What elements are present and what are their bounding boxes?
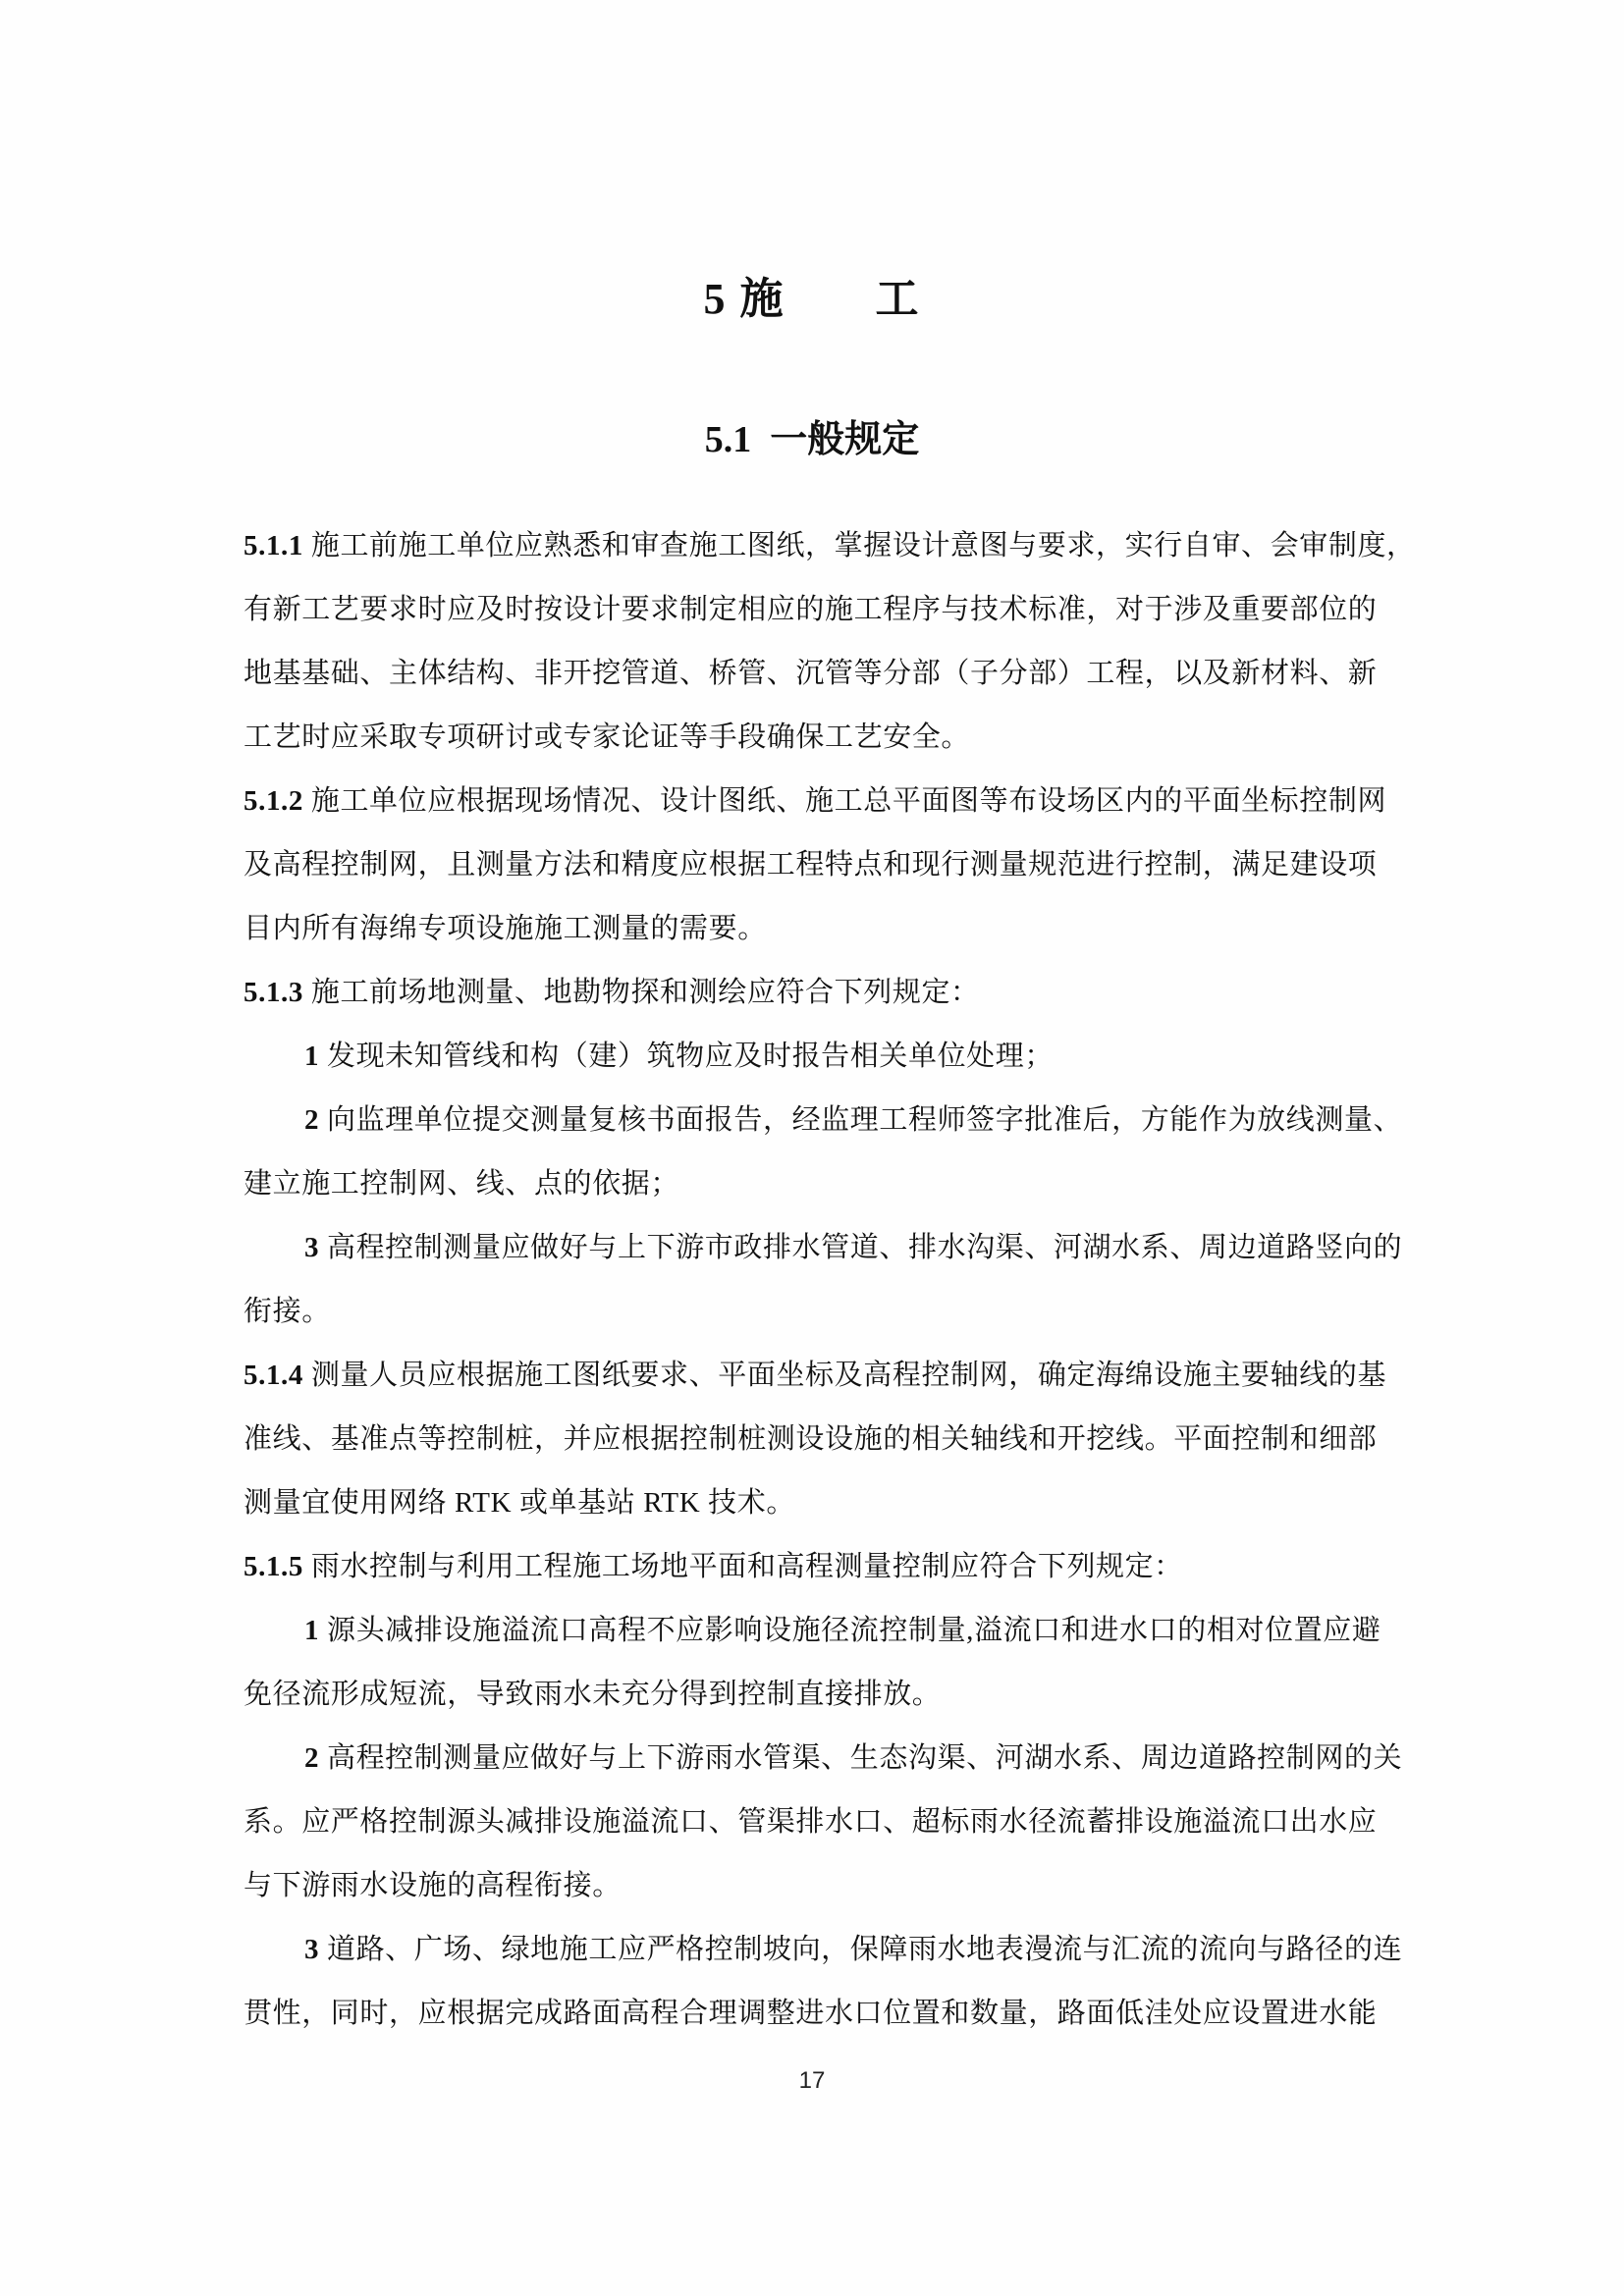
text-line: 建立施工控制网、线、点的依据； xyxy=(244,1168,680,1200)
text-line: 及高程控制网，且测量方法和精度应根据工程特点和现行测量规范进行控制，满足建设项 xyxy=(244,849,1378,881)
text-line: 5.1.5 雨水控制与利用工程施工场地平面和高程测量控制应符合下列规定： xyxy=(244,1551,1183,1582)
text-line: 2 高程控制测量应做好与上下游雨水管渠、生态沟渠、河湖水系、周边道路控制网的关 xyxy=(304,1742,1403,1774)
clause-number: 5.1.5 xyxy=(244,1551,303,1582)
clause-number: 2 xyxy=(304,1104,320,1136)
clause-number: 5.1.4 xyxy=(244,1360,303,1391)
chapter-title: 5 施 工 xyxy=(703,275,921,323)
clause-number: 2 xyxy=(304,1742,320,1774)
text-line: 5.1.1 施工前施工单位应熟悉和审查施工图纸，掌握设计意图与要求，实行自审、会审制度， xyxy=(244,530,1416,561)
clause-number: 5.1.1 xyxy=(244,530,303,561)
text-line: 1 发现未知管线和构（建）筑物应及时报告相关单位处理； xyxy=(304,1041,1054,1072)
text-line: 3 高程控制测量应做好与上下游市政排水管道、排水沟渠、河湖水系、周边道路竖向的 xyxy=(304,1232,1403,1263)
text-line: 测量宜使用网络 RTK 或单基站 RTK 技术。 xyxy=(244,1487,795,1519)
text-line: 贯性，同时，应根据完成路面高程合理调整进水口位置和数量，路面低洼处应设置进水能 xyxy=(244,1998,1378,2029)
clause-number: 3 xyxy=(304,1934,320,1965)
page-number: 17 xyxy=(798,2067,826,2094)
text-line: 2 向监理单位提交测量复核书面报告，经监理工程师签字批准后，方能作为放线测量、 xyxy=(304,1104,1403,1136)
text-line: 衔接。 xyxy=(244,1296,331,1327)
text-line: 地基基础、主体结构、非开挖管道、桥管、沉管等分部（子分部）工程，以及新材料、新 xyxy=(244,658,1378,689)
section-heading: 5.1 一般规定 xyxy=(704,419,920,460)
clause-number: 1 xyxy=(304,1041,320,1072)
clause-number: 5.1.2 xyxy=(244,785,303,817)
text-line: 5.1.2 施工单位应根据现场情况、设计图纸、施工总平面图等布设场区内的平面坐标控制网 xyxy=(244,785,1387,817)
text-body xyxy=(244,514,1416,2046)
clause-number: 1 xyxy=(304,1615,320,1646)
text-line: 目内所有海绵专项设施施工测量的需要。 xyxy=(244,913,767,944)
text-line: 免径流形成短流，导致雨水未充分得到控制直接排放。 xyxy=(244,1679,942,1710)
text-line: 准线、基准点等控制桩，并应根据控制桩测设设施的相关轴线和开挖线。平面控制和细部 xyxy=(244,1423,1378,1455)
text-line: 5.1.4 测量人员应根据施工图纸要求、平面坐标及高程控制网，确定海绵设施主要轴线的基 xyxy=(244,1360,1387,1391)
text-line: 系。应严格控制源头减排设施溢流口、管渠排水口、超标雨水径流蓄排设施溢流口出水应 xyxy=(244,1806,1378,1838)
text-line: 与下游雨水设施的高程衔接。 xyxy=(244,1870,622,1901)
text-line: 3 道路、广场、绿地施工应严格控制坡向，保障雨水地表漫流与汇流的流向与路径的连 xyxy=(304,1934,1403,1965)
text-line: 1 源头减排设施溢流口高程不应影响设施径流控制量,溢流口和进水口的相对位置应避 xyxy=(304,1615,1381,1646)
text-line: 5.1.3 施工前场地测量、地勘物探和测绘应符合下列规定： xyxy=(244,977,980,1008)
clause-number: 5.1.3 xyxy=(244,977,303,1008)
text-line: 工艺时应采取专项研讨或专家论证等手段确保工艺安全。 xyxy=(244,721,971,753)
clause-number: 3 xyxy=(304,1232,320,1263)
text-line: 有新工艺要求时应及时按设计要求制定相应的施工程序与技术标准，对于涉及重要部位的 xyxy=(244,594,1378,625)
